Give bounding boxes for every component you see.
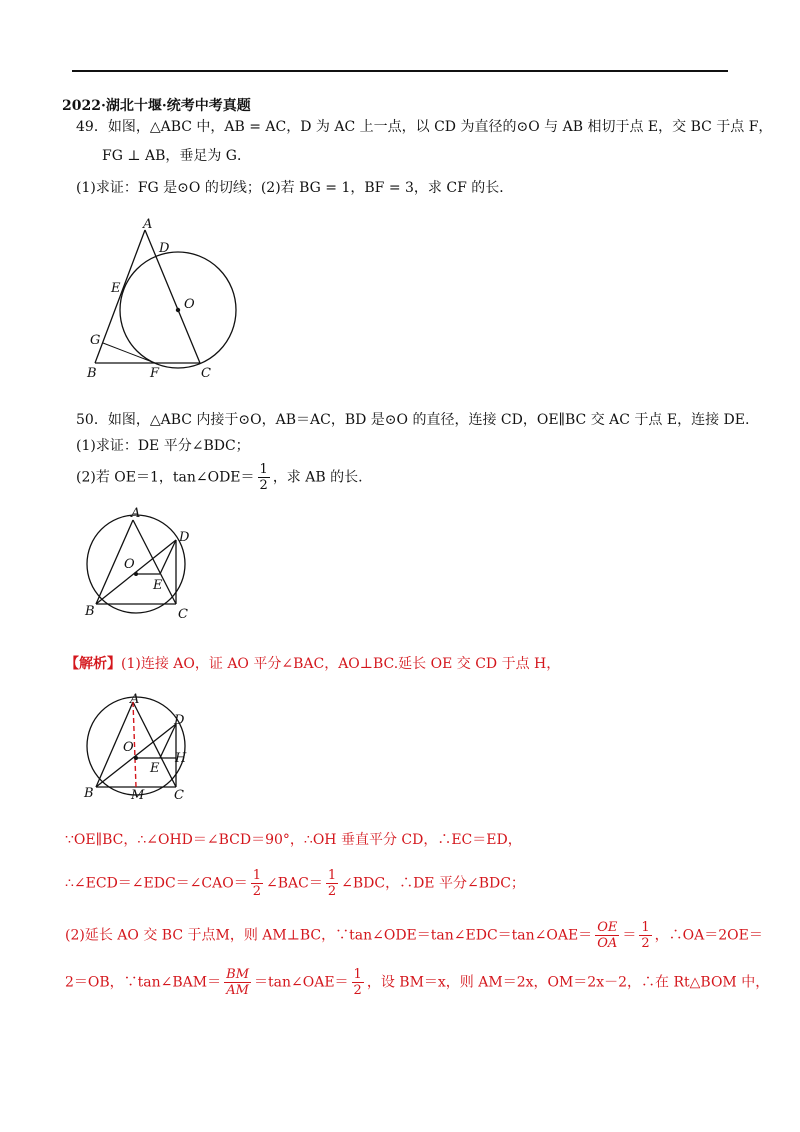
- solution-fraction-4-den: 2: [641, 936, 650, 951]
- solution-fraction-6-num: 1: [353, 967, 362, 982]
- sol-label-O: O: [123, 740, 134, 755]
- q49-label-A: A: [143, 217, 153, 232]
- q49-label-O: O: [184, 297, 195, 312]
- solution-fraction-2-den: 2: [327, 884, 337, 899]
- q49-line-3: (1)求证：FG 是⊙O 的切线；(2)若 BG = 1，BF = 3，求 CF 的长．: [76, 180, 514, 196]
- q50-label-O: O: [124, 557, 135, 572]
- solution-fraction-1-den: 2: [252, 884, 261, 899]
- sol-label-B: B: [84, 786, 94, 801]
- sol-seg-DE: [160, 724, 176, 758]
- sol-label-H: H: [175, 751, 187, 766]
- q50-fraction-numerator: 1: [259, 462, 268, 477]
- solution-line-3-c: ∠BDC，∴DE 平分∠BDC；: [341, 875, 525, 892]
- solution-line-4-c: ，∴OA＝2OE＝: [654, 927, 763, 944]
- solution-fraction-3-num: OE: [597, 920, 618, 935]
- solution-fraction-5-num: BM: [226, 967, 250, 982]
- solution-fraction-3: [595, 920, 619, 951]
- solution-fraction-5-den: AM: [226, 983, 249, 998]
- q49-label-C: C: [201, 366, 211, 381]
- solution-line-4-b: ＝: [622, 927, 637, 944]
- q50-label-B: B: [85, 604, 95, 619]
- sol-label-D: D: [174, 713, 185, 728]
- q50-line-2: (1)求证：DE 平分∠BDC；: [76, 438, 250, 454]
- q49-label-E: E: [111, 281, 121, 296]
- solution-fraction-5: [224, 967, 251, 998]
- solution-line-2: ∵OE∥BC，∴∠OHD＝∠BCD＝90°，∴OH 垂直平分 CD，∴EC＝ED，: [65, 832, 522, 848]
- solution-fraction-1: [251, 868, 263, 899]
- solution-line-5-a: 2＝OB，∵tan∠BAM＝: [65, 974, 222, 991]
- q49-label-D: D: [159, 241, 170, 256]
- solution-fraction-4-num: 1: [641, 920, 650, 935]
- q49-line-1: 49．如图，△ABC 中，AB = AC，D 为 AC 上一点，以 CD 为直径的⊙O 与 AB 相切于点 E，交 BC 于点 F，: [76, 119, 773, 135]
- q49-label-B: B: [87, 366, 97, 381]
- sol-label-C: C: [174, 788, 184, 803]
- solution-line-1-text: (1)连接 AO，证 AO 平分∠BAC，AO⊥BC.延长 OE 交 CD 于点 H，: [121, 656, 561, 672]
- source-heading: 2022·湖北十堰·统考中考真题: [62, 98, 251, 114]
- q49-line-2: FG ⊥ AB，垂足为 G．: [102, 148, 251, 164]
- q50-label-E: E: [153, 578, 163, 593]
- sol-point-O: [134, 756, 138, 760]
- solution-line-3: [65, 868, 525, 899]
- q50-label-D: D: [179, 530, 190, 545]
- solution-fraction-3-den: OA: [597, 936, 618, 951]
- solution-fraction-1-num: 1: [252, 868, 261, 883]
- q50-fraction-denominator: 2: [259, 478, 268, 493]
- solution-line-4-a: (2)延长 AO 交 BC 于点M，则 AM⊥BC，∵tan∠ODE＝tan∠EDC＝tan∠OAE＝: [65, 927, 593, 944]
- solution-line-4: [65, 920, 763, 951]
- solution-line-5-b: ＝tan∠OAE＝: [254, 974, 349, 991]
- solution-fraction-6-den: 2: [353, 983, 362, 998]
- q50-label-C: C: [178, 607, 188, 622]
- q50-label-A: A: [131, 506, 141, 521]
- solution-fraction-6: [352, 967, 364, 998]
- solution-line-3-b: ∠BAC＝: [266, 875, 323, 892]
- solution-fraction-4: [639, 920, 651, 951]
- q50-line-3-end: ，求 AB 的长.: [272, 469, 363, 486]
- q49-label-F: F: [150, 366, 160, 381]
- solution-tag: 【解析】: [65, 656, 121, 672]
- q50-line-3-start: (2)若 OE＝1，tan∠ODE＝: [76, 469, 255, 486]
- sol-label-E: E: [150, 761, 160, 776]
- solution-fraction-2-num: 1: [327, 868, 337, 883]
- q50-line-1: 50．如图，△ABC 内接于⊙O，AB＝AC，BD 是⊙O 的直径，连接 CD，OE∥BC 交 AC 于点 E，连接 DE.: [76, 412, 750, 428]
- q49-label-G: G: [90, 333, 101, 348]
- sol-circle: [87, 697, 185, 795]
- sol-label-M: M: [131, 788, 145, 803]
- solution-fraction-2: [326, 868, 338, 899]
- solution-line-3-a: ∴∠ECD＝∠EDC＝∠CAO＝: [65, 875, 248, 892]
- sol-label-A: A: [130, 692, 140, 707]
- solution-line-5: [65, 967, 769, 998]
- solution-line-5-c: ，设 BM＝x，则 AM＝2x，OM＝2x－2，∴在 Rt△BOM 中，: [366, 974, 770, 991]
